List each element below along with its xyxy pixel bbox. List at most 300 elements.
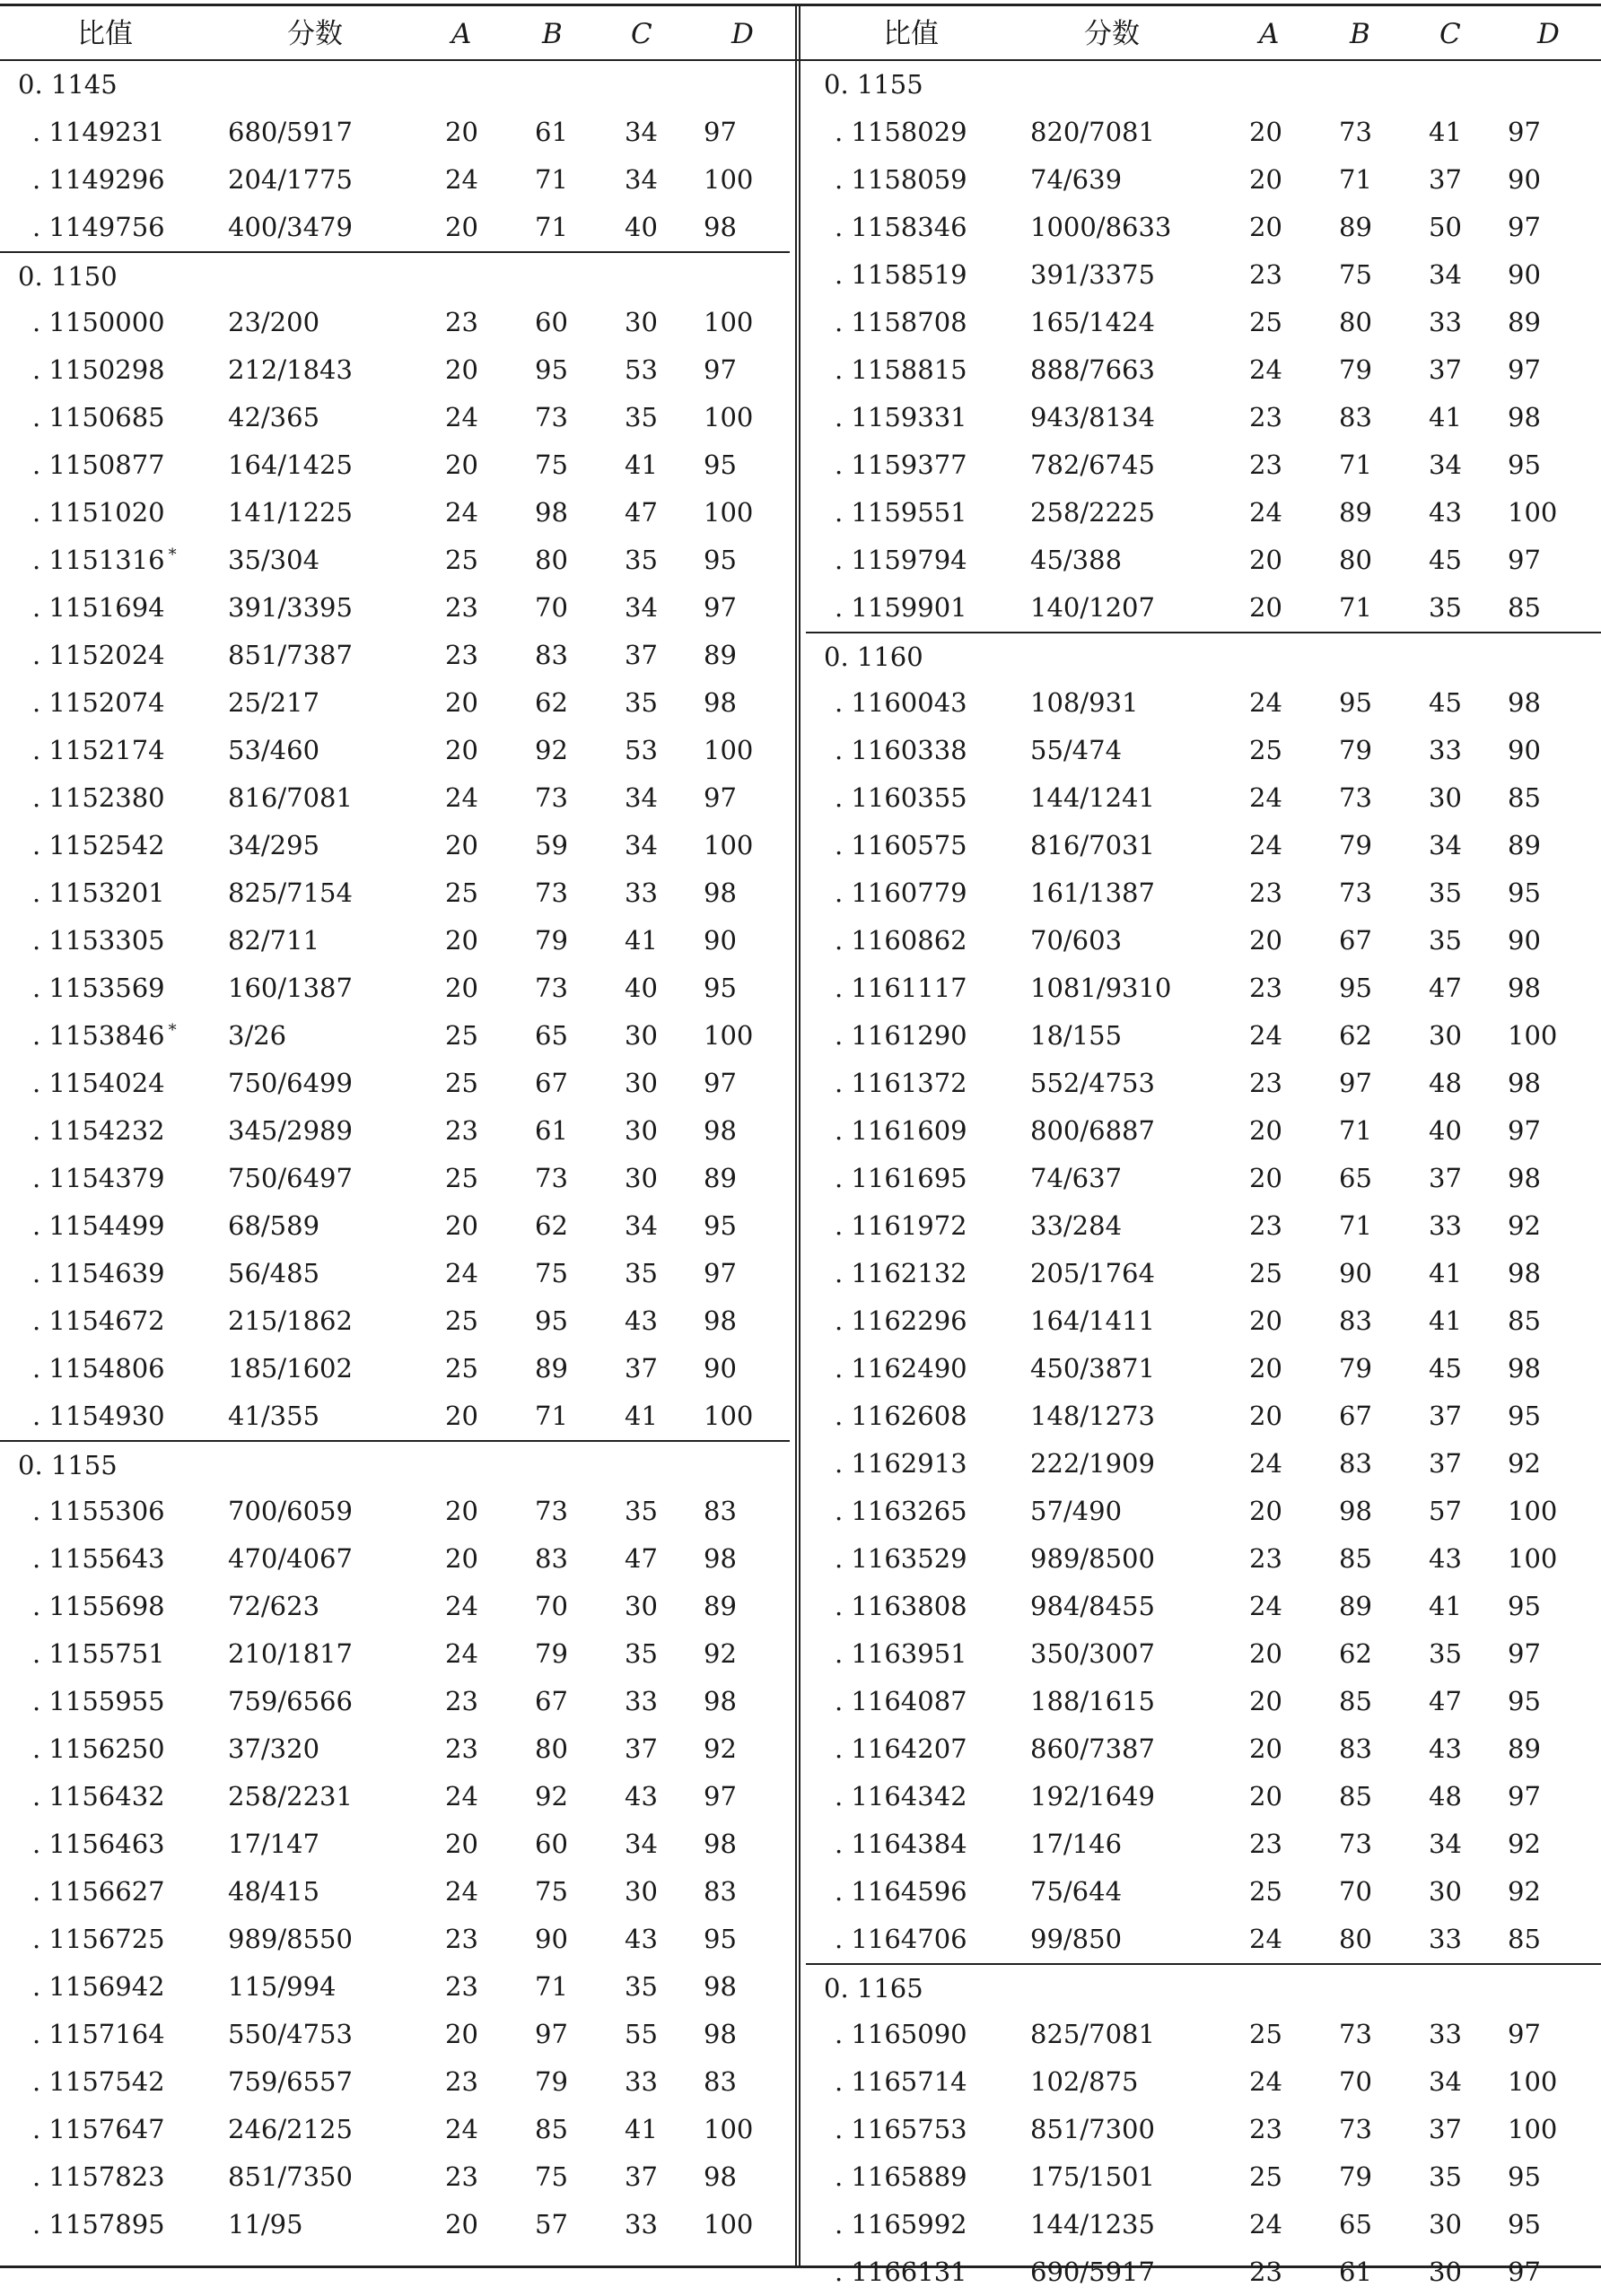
ratio-value: . 1164087 [835, 1686, 967, 1716]
ratio-value: . 1151020 [32, 497, 165, 528]
a-cell: 24 [445, 2114, 478, 2144]
ratio-value: . 1155698 [32, 1591, 165, 1621]
c-cell: 41 [1429, 402, 1462, 432]
a-cell: 20 [445, 687, 478, 718]
b-cell: 73 [1339, 877, 1372, 908]
ratio-cell [32, 1202, 165, 1250]
table-row [0, 1345, 790, 1392]
a-cell: 20 [1249, 164, 1282, 195]
b-cell: 80 [1339, 1924, 1372, 1954]
ratio-cell [835, 1868, 967, 1916]
c-cell: 33 [1429, 307, 1462, 337]
ratio-value: . 1162913 [835, 1448, 967, 1479]
ratio-value: . 1154024 [32, 1068, 165, 1098]
fraction-cell: 888/7663 [1030, 354, 1155, 385]
c-cell: 34 [625, 830, 658, 860]
ratio-cell [835, 869, 967, 917]
ratio-value: . 1161117 [835, 973, 967, 1003]
table-row [0, 109, 790, 156]
a-cell: 24 [1249, 354, 1282, 385]
c-cell: 45 [1429, 1353, 1462, 1384]
c-cell: 43 [1429, 1733, 1462, 1764]
ratio-value: . 1161290 [835, 1020, 967, 1051]
table-row [806, 204, 1601, 251]
table-row [0, 489, 790, 537]
c-cell: 33 [625, 877, 658, 908]
table-row [806, 346, 1601, 394]
b-cell: 73 [1339, 2019, 1372, 2049]
ratio-value: . 1151316 [32, 545, 165, 575]
a-cell: 23 [1249, 450, 1282, 480]
d-cell: 98 [704, 1543, 737, 1574]
a-cell: 20 [445, 925, 478, 956]
a-cell: 25 [1249, 307, 1282, 337]
table-row [0, 1488, 790, 1535]
c-cell: 30 [625, 1876, 658, 1907]
table-row [806, 109, 1601, 156]
fraction-cell: 345/2989 [228, 1115, 353, 1146]
fraction-cell: 115/994 [228, 1971, 337, 2002]
ratio-value: . 1150877 [32, 450, 165, 480]
table-row [0, 1107, 790, 1155]
b-cell: 67 [535, 1068, 568, 1098]
b-cell: 89 [1339, 1591, 1372, 1621]
ratio-value: . 1160575 [835, 830, 967, 860]
header-a: A [451, 18, 472, 50]
c-cell: 30 [1429, 2257, 1462, 2287]
b-cell: 73 [535, 877, 568, 908]
d-cell: 95 [704, 450, 737, 480]
a-cell: 25 [445, 877, 478, 908]
table-row [806, 869, 1601, 917]
ratio-cell [32, 774, 165, 822]
table-row [806, 1250, 1601, 1297]
d-cell: 92 [1508, 1876, 1541, 1907]
c-cell: 37 [1429, 354, 1462, 385]
fraction-cell: 3/26 [228, 1020, 287, 1051]
b-cell: 60 [535, 307, 568, 337]
ratio-value: . 1165992 [835, 2209, 967, 2239]
table-row [806, 1107, 1601, 1155]
d-cell: 83 [704, 2066, 737, 2097]
d-cell: 100 [1508, 1020, 1558, 1051]
c-cell: 35 [625, 545, 658, 575]
table-row [0, 441, 790, 489]
ratio-value: . 1160043 [835, 687, 967, 718]
c-cell: 45 [1429, 687, 1462, 718]
right-panel [806, 0, 1601, 2287]
b-cell: 89 [1339, 212, 1372, 242]
c-cell: 37 [1429, 1448, 1462, 1479]
header-c: C [631, 18, 652, 50]
ratio-cell [835, 109, 967, 156]
a-cell: 23 [445, 592, 478, 623]
right-rows [806, 61, 1601, 2296]
ratio-cell [835, 346, 967, 394]
ratio-value: . 1149231 [32, 117, 165, 147]
a-cell: 24 [445, 497, 478, 528]
d-cell: 97 [1508, 1781, 1541, 1811]
table-row [806, 1916, 1601, 1963]
fraction-cell: 860/7387 [1030, 1733, 1155, 1764]
d-cell: 89 [1508, 307, 1541, 337]
group-header-row [806, 632, 1601, 679]
c-cell: 30 [1429, 2209, 1462, 2239]
ratio-value: . 1152542 [32, 830, 165, 860]
d-cell: 85 [1508, 1305, 1541, 1336]
b-cell: 85 [1339, 1686, 1372, 1716]
header-a: A [1259, 18, 1280, 50]
d-cell: 98 [704, 2161, 737, 2192]
b-cell: 98 [1339, 1496, 1372, 1526]
c-cell: 48 [1429, 1068, 1462, 1098]
ratio-cell [32, 1107, 165, 1155]
ratio-value: . 1160862 [835, 925, 967, 956]
ratio-value: . 1157823 [32, 2161, 165, 2192]
ratio-cell [32, 1345, 165, 1392]
c-cell: 48 [1429, 1781, 1462, 1811]
ratio-value: . 1156432 [32, 1781, 165, 1811]
fraction-cell: 391/3375 [1030, 259, 1155, 290]
table-row [0, 1916, 790, 1963]
c-cell: 35 [625, 1496, 658, 1526]
fraction-cell: 825/7081 [1030, 2019, 1155, 2049]
ratio-cell [32, 109, 165, 156]
a-cell: 20 [1249, 592, 1282, 623]
c-cell: 41 [625, 450, 658, 480]
ratio-value: . 1162608 [835, 1401, 967, 1431]
ratio-cell [32, 2011, 165, 2058]
c-cell: 41 [1429, 1591, 1462, 1621]
d-cell: 100 [704, 402, 754, 432]
group-label: 0. 1155 [18, 1450, 118, 1480]
fraction-cell: 42/365 [228, 402, 320, 432]
b-cell: 83 [535, 640, 568, 670]
ratio-cell [32, 489, 165, 537]
a-cell: 23 [445, 1686, 478, 1716]
fraction-cell: 816/7031 [1030, 830, 1155, 860]
table-row [0, 1678, 790, 1725]
a-cell: 23 [1249, 1068, 1282, 1098]
b-cell: 71 [1339, 450, 1372, 480]
ratio-value: . 1158346 [835, 212, 967, 242]
header-b: B [542, 18, 563, 50]
ratio-value: . 1162490 [835, 1353, 967, 1384]
d-cell: 97 [704, 592, 737, 623]
c-cell: 30 [1429, 782, 1462, 813]
group-label: 0. 1160 [824, 642, 923, 672]
ratio-cell [32, 2058, 165, 2106]
ratio-cell [32, 1392, 165, 1440]
b-cell: 73 [535, 1496, 568, 1526]
b-cell: 75 [535, 450, 568, 480]
c-cell: 41 [625, 1401, 658, 1431]
a-cell: 24 [445, 1258, 478, 1288]
fraction-cell: 18/155 [1030, 1020, 1123, 1051]
d-cell: 90 [1508, 925, 1541, 956]
ratio-cell [835, 2248, 967, 2296]
fraction-cell: 210/1817 [228, 1638, 353, 1669]
table-row [0, 1535, 790, 1583]
fraction-cell: 57/490 [1030, 1496, 1123, 1526]
c-cell: 30 [625, 1163, 658, 1193]
d-cell: 97 [704, 782, 737, 813]
ratio-cell [32, 1678, 165, 1725]
ratio-cell [835, 1392, 967, 1440]
d-cell: 97 [1508, 1115, 1541, 1146]
ratio-cell [835, 2011, 967, 2058]
header-d: D [1537, 18, 1560, 50]
d-cell: 95 [1508, 877, 1541, 908]
d-cell: 100 [704, 830, 754, 860]
table-row [0, 2011, 790, 2058]
c-cell: 40 [1429, 1115, 1462, 1146]
d-cell: 97 [1508, 117, 1541, 147]
d-cell: 98 [704, 687, 737, 718]
c-cell: 34 [1429, 830, 1462, 860]
a-cell: 20 [1249, 1163, 1282, 1193]
ratio-value: . 1152174 [32, 735, 165, 765]
b-cell: 71 [1339, 164, 1372, 195]
c-cell: 37 [625, 1353, 658, 1384]
fraction-cell: 450/3871 [1030, 1353, 1155, 1384]
ratio-cell [835, 204, 967, 251]
b-cell: 79 [535, 925, 568, 956]
fraction-cell: 102/875 [1030, 2066, 1139, 2097]
ratio-cell [32, 441, 165, 489]
c-cell: 37 [625, 2161, 658, 2192]
ratio-value: . 1163951 [835, 1638, 967, 1669]
c-cell: 30 [625, 1115, 658, 1146]
a-cell: 24 [445, 164, 478, 195]
group-header-row [0, 61, 790, 109]
c-cell: 30 [625, 1591, 658, 1621]
fraction-cell: 37/320 [228, 1733, 320, 1764]
asterisk-mark: * [168, 546, 177, 564]
c-cell: 34 [625, 1210, 658, 1241]
ratio-value: . 1159794 [835, 545, 967, 575]
c-cell: 34 [1429, 450, 1462, 480]
ratio-value: . 1161609 [835, 1115, 967, 1146]
c-cell: 47 [625, 1543, 658, 1574]
ratio-cell [32, 1868, 165, 1916]
a-cell: 24 [445, 1781, 478, 1811]
b-cell: 70 [535, 1591, 568, 1621]
b-cell: 83 [1339, 1733, 1372, 1764]
table-row [0, 584, 790, 632]
c-cell: 33 [1429, 735, 1462, 765]
b-cell: 70 [1339, 1876, 1372, 1907]
b-cell: 97 [535, 2019, 568, 2049]
fraction-cell: 148/1273 [1030, 1401, 1155, 1431]
c-cell: 50 [1429, 212, 1462, 242]
column-divider [795, 4, 800, 2268]
fraction-cell: 800/6887 [1030, 1115, 1155, 1146]
ratio-cell [32, 537, 177, 588]
fraction-cell: 750/6497 [228, 1163, 353, 1193]
fraction-cell: 56/485 [228, 1258, 320, 1288]
d-cell: 95 [1508, 1591, 1541, 1621]
header-ratio: 比值 [77, 18, 133, 50]
d-cell: 95 [1508, 1401, 1541, 1431]
table-row [806, 1012, 1601, 1060]
c-cell: 34 [625, 164, 658, 195]
ratio-value: . 1153846 [32, 1020, 165, 1051]
a-cell: 23 [445, 307, 478, 337]
table-row [0, 727, 790, 774]
d-cell: 98 [1508, 1163, 1541, 1193]
a-cell: 20 [1249, 1733, 1282, 1764]
ratio-value: . 1153569 [32, 973, 165, 1003]
d-cell: 97 [1508, 2019, 1541, 2049]
table-row [806, 2106, 1601, 2153]
d-cell: 97 [704, 1781, 737, 1811]
table-row [806, 251, 1601, 299]
a-cell: 25 [445, 1163, 478, 1193]
ratio-value: . 1150685 [32, 402, 165, 432]
a-cell: 25 [445, 1068, 478, 1098]
c-cell: 40 [625, 212, 658, 242]
fraction-cell: 204/1775 [228, 164, 353, 195]
fraction-cell: 68/589 [228, 1210, 320, 1241]
table-row [806, 822, 1601, 869]
fraction-cell: 258/2231 [228, 1781, 353, 1811]
b-cell: 79 [535, 1638, 568, 1669]
a-cell: 25 [445, 1305, 478, 1336]
ratio-value: . 1163808 [835, 1591, 967, 1621]
fraction-cell: 350/3007 [1030, 1638, 1155, 1669]
d-cell: 95 [704, 1210, 737, 1241]
b-cell: 73 [1339, 782, 1372, 813]
table-row [806, 2011, 1601, 2058]
c-cell: 35 [625, 687, 658, 718]
a-cell: 20 [445, 830, 478, 860]
fraction-cell: 35/304 [228, 545, 320, 575]
ratio-value: . 1152380 [32, 782, 165, 813]
b-cell: 83 [1339, 1305, 1372, 1336]
table-row [806, 1820, 1601, 1868]
d-cell: 92 [1508, 1448, 1541, 1479]
d-cell: 100 [704, 2114, 754, 2144]
ratio-cell [835, 1297, 967, 1345]
a-cell: 24 [1249, 497, 1282, 528]
ratio-value: . 1159551 [835, 497, 967, 528]
b-cell: 71 [535, 164, 568, 195]
a-cell: 20 [1249, 117, 1282, 147]
ratio-value: . 1154806 [32, 1353, 165, 1384]
b-cell: 79 [535, 2066, 568, 2097]
ratio-value: . 1158519 [835, 259, 967, 290]
d-cell: 97 [704, 354, 737, 385]
d-cell: 97 [1508, 354, 1541, 385]
d-cell: 98 [1508, 973, 1541, 1003]
ratio-cell [32, 1630, 165, 1678]
b-cell: 83 [1339, 1448, 1372, 1479]
ratio-value: . 1161695 [835, 1163, 967, 1193]
table-row [0, 1868, 790, 1916]
table-row [806, 1868, 1601, 1916]
group-label: 0. 1145 [18, 69, 118, 100]
ratio-cell [835, 774, 967, 822]
ratio-value: . 1166131 [835, 2257, 967, 2287]
d-cell: 95 [704, 973, 737, 1003]
fraction-cell: 17/146 [1030, 1829, 1123, 1859]
ratio-value: . 1163265 [835, 1496, 967, 1526]
fraction-cell: 700/6059 [228, 1496, 353, 1526]
c-cell: 37 [1429, 1401, 1462, 1431]
b-cell: 65 [1339, 1163, 1372, 1193]
fraction-cell: 690/5917 [1030, 2257, 1155, 2287]
fraction-cell: 212/1843 [228, 354, 353, 385]
b-cell: 71 [535, 1401, 568, 1431]
ratio-value: . 1164706 [835, 1924, 967, 1954]
ratio-cell [32, 2153, 165, 2201]
b-cell: 92 [535, 1781, 568, 1811]
ratio-value: . 1150000 [32, 307, 165, 337]
c-cell: 37 [1429, 1163, 1462, 1193]
ratio-value: . 1165889 [835, 2161, 967, 2192]
d-cell: 95 [704, 545, 737, 575]
fraction-cell: 750/6499 [228, 1068, 353, 1098]
b-cell: 67 [1339, 1401, 1372, 1431]
b-cell: 79 [1339, 1353, 1372, 1384]
table-row [0, 869, 790, 917]
b-cell: 95 [1339, 973, 1372, 1003]
d-cell: 98 [704, 2019, 737, 2049]
a-cell: 24 [1249, 782, 1282, 813]
b-cell: 75 [535, 2161, 568, 2192]
a-cell: 24 [1249, 1020, 1282, 1051]
b-cell: 61 [535, 117, 568, 147]
ratio-value: . 1159377 [835, 450, 967, 480]
fraction-cell: 164/1425 [228, 450, 353, 480]
c-cell: 35 [625, 1971, 658, 2002]
b-cell: 92 [535, 735, 568, 765]
fraction-cell: 851/7350 [228, 2161, 353, 2192]
ratio-value: . 1165090 [835, 2019, 967, 2049]
fraction-cell: 222/1909 [1030, 1448, 1155, 1479]
d-cell: 90 [704, 925, 737, 956]
d-cell: 92 [704, 1733, 737, 1764]
ratio-cell [32, 156, 165, 204]
a-cell: 20 [1249, 1638, 1282, 1669]
a-cell: 20 [445, 2209, 478, 2239]
fraction-cell: 1000/8633 [1030, 212, 1172, 242]
fraction-cell: 75/644 [1030, 1876, 1123, 1907]
ratio-value: . 1154232 [32, 1115, 165, 1146]
fraction-cell: 82/711 [228, 925, 320, 956]
a-cell: 20 [1249, 1115, 1282, 1146]
ratio-cell [835, 1583, 967, 1630]
ratio-cell [835, 2106, 967, 2153]
group-header-row [806, 1963, 1601, 2011]
table-row [0, 822, 790, 869]
c-cell: 53 [625, 735, 658, 765]
d-cell: 100 [1508, 497, 1558, 528]
fraction-cell: 246/2125 [228, 2114, 353, 2144]
c-cell: 35 [1429, 2161, 1462, 2192]
table-row [806, 679, 1601, 727]
b-cell: 79 [1339, 830, 1372, 860]
ratio-cell [32, 2106, 165, 2153]
a-cell: 25 [445, 1353, 478, 1384]
table-row [0, 1583, 790, 1630]
fraction-cell: 552/4753 [1030, 1068, 1155, 1098]
table-row [0, 1630, 790, 1678]
ratio-cell [835, 2153, 967, 2201]
ratio-cell [32, 204, 165, 251]
ratio-cell [32, 679, 165, 727]
